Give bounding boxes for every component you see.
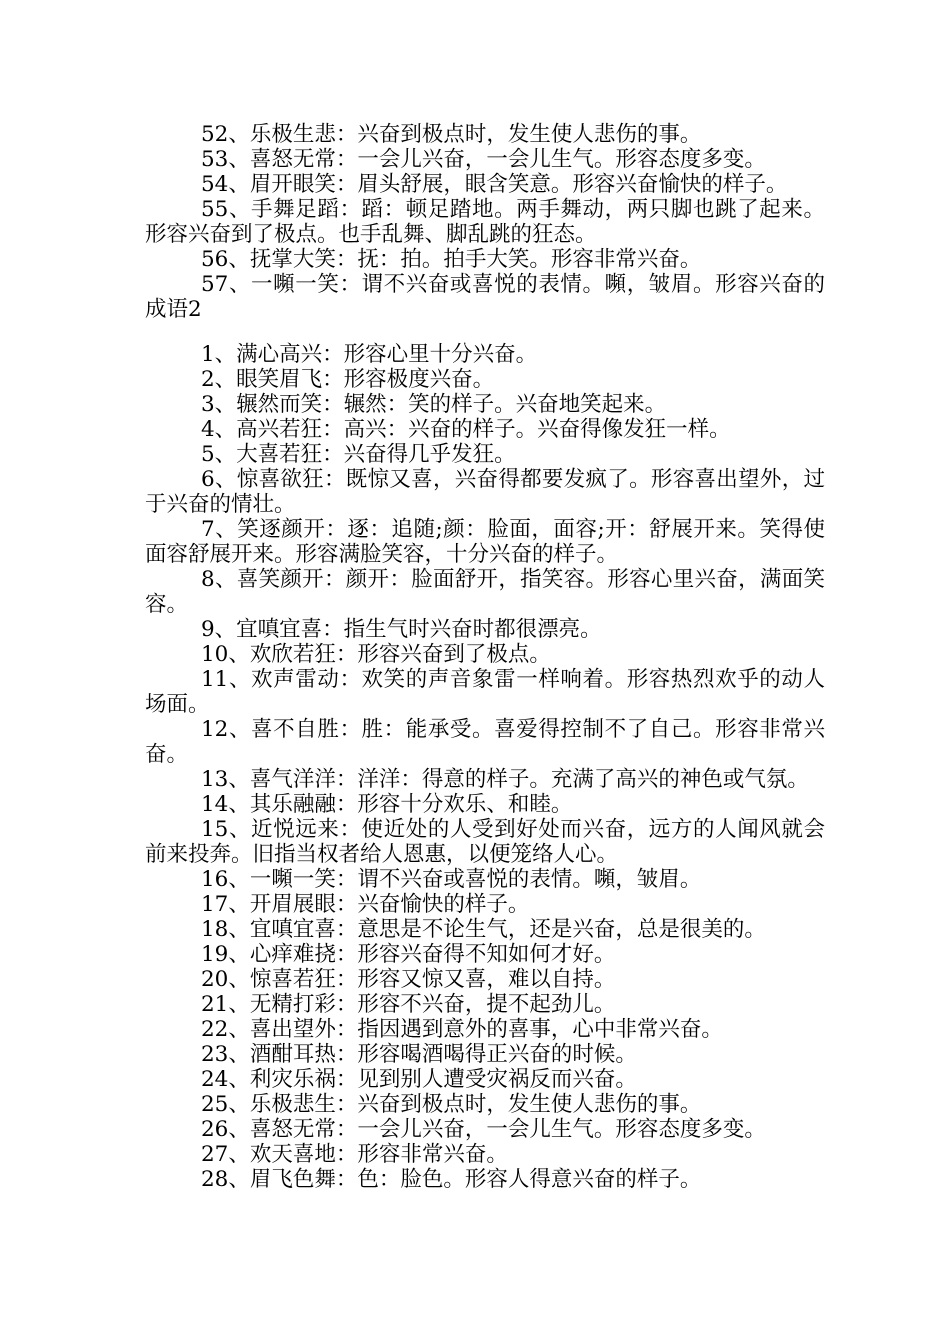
idiom-entry: 17、开眉展眼：兴奋愉快的样子。 bbox=[201, 892, 530, 917]
idiom-entry: 3、辗然而笑：辗然：笑的样子。兴奋地笑起来。 bbox=[201, 392, 667, 417]
idiom-entry: 2、眼笑眉飞：形容极度兴奋。 bbox=[201, 367, 495, 392]
idiom-entry: 10、欢欣若狂：形容兴奋到了极点。 bbox=[201, 642, 551, 667]
idiom-entry: 28、眉飞色舞：色：脸色。形容人得意兴奋的样子。 bbox=[201, 1167, 702, 1192]
idiom-entry: 5、大喜若狂：兴奋得几乎发狂。 bbox=[201, 442, 516, 467]
idiom-entry: 14、其乐融融：形容十分欢乐、和睦。 bbox=[201, 792, 573, 817]
idiom-entry: 54、眉开眼笑：眉头舒展，眼含笑意。形容兴奋愉快的样子。 bbox=[201, 172, 788, 197]
idiom-entry: 23、酒酣耳热：形容喝酒喝得正兴奋的时候。 bbox=[201, 1042, 637, 1067]
idiom-entry: 6、惊喜欲狂：既惊又喜，兴奋得都要发疯了。形容喜出望外，过于兴奋的情壮。 bbox=[145, 467, 825, 517]
idiom-entry: 22、喜出望外：指因遇到意外的喜事，心中非常兴奋。 bbox=[201, 1017, 723, 1042]
idiom-entry: 26、喜怒无常：一会儿兴奋，一会儿生气。形容态度多变。 bbox=[201, 1117, 766, 1142]
idiom-entry: 12、喜不自胜：胜：能承受。喜爱得控制不了自己。形容非常兴奋。 bbox=[145, 717, 825, 767]
idiom-entry: 19、心痒难挠：形容兴奋得不知如何才好。 bbox=[201, 942, 616, 967]
idiom-entry: 53、喜怒无常：一会儿兴奋，一会儿生气。形容态度多变。 bbox=[201, 147, 766, 172]
idiom-entry: 20、惊喜若狂：形容又惊又喜，难以自持。 bbox=[201, 967, 616, 992]
idiom-entry: 52、乐极生悲：兴奋到极点时，发生使人悲伤的事。 bbox=[201, 122, 702, 147]
idiom-entry: 21、无精打彩：形容不兴奋，提不起劲儿。 bbox=[201, 992, 616, 1017]
idiom-entry: 56、抚掌大笑：抚：拍。拍手大笑。形容非常兴奋。 bbox=[201, 247, 702, 272]
idiom-entry: 11、欢声雷动：欢笑的声音象雷一样响着。形容热烈欢乎的动人场面。 bbox=[145, 667, 825, 717]
idiom-entry: 24、利灾乐祸：见到别人遭受灾祸反而兴奋。 bbox=[201, 1067, 637, 1092]
idiom-entry: 9、宜嗔宜喜：指生气时兴奋时都很漂亮。 bbox=[201, 617, 602, 642]
idiom-entry: 8、喜笑颜开：颜开：脸面舒开，指笑容。形容心里兴奋，满面笑容。 bbox=[145, 567, 825, 617]
idiom-entry: 13、喜气洋洋：洋洋：得意的样子。充满了高兴的神色或气氛。 bbox=[201, 767, 809, 792]
idiom-entry: 7、笑逐颜开：逐：追随;颜：脸面，面容;开：舒展开来。笑得使面容舒展开来。形容满脸笑容，十分兴奋的样子。 bbox=[145, 517, 825, 567]
idiom-entry: 15、近悦远来：使近处的人受到好处而兴奋，远方的人闻风就会前来投奔。旧指当权者给人恩惠，以便笼络人心。 bbox=[145, 817, 825, 867]
idiom-entry: 27、欢天喜地：形容非常兴奋。 bbox=[201, 1142, 508, 1167]
idiom-entry: 4、高兴若狂：高兴：兴奋的样子。兴奋得像发狂一样。 bbox=[201, 417, 731, 442]
idiom-entry: 16、一嚬一笑：谓不兴奋或喜悦的表情。嚬，皱眉。 bbox=[201, 867, 702, 892]
idiom-entry: 18、宜嗔宜喜：意思是不论生气，还是兴奋，总是很美的。 bbox=[201, 917, 766, 942]
idiom-entry: 57、一嚬一笑：谓不兴奋或喜悦的表情。嚬，皱眉。形容兴奋的成语2 bbox=[145, 272, 825, 322]
idiom-list-2 bbox=[145, 342, 825, 1192]
idiom-entry: 55、手舞足蹈：蹈：顿足踏地。两手舞动，两只脚也跳了起来。形容兴奋到了极点。也手乱舞、脚乱跳的狂态。 bbox=[145, 197, 825, 247]
idiom-entry: 25、乐极悲生：兴奋到极点时，发生使人悲伤的事。 bbox=[201, 1092, 702, 1117]
idiom-list-continued bbox=[145, 122, 825, 322]
idiom-entry: 1、满心高兴：形容心里十分兴奋。 bbox=[201, 342, 538, 367]
